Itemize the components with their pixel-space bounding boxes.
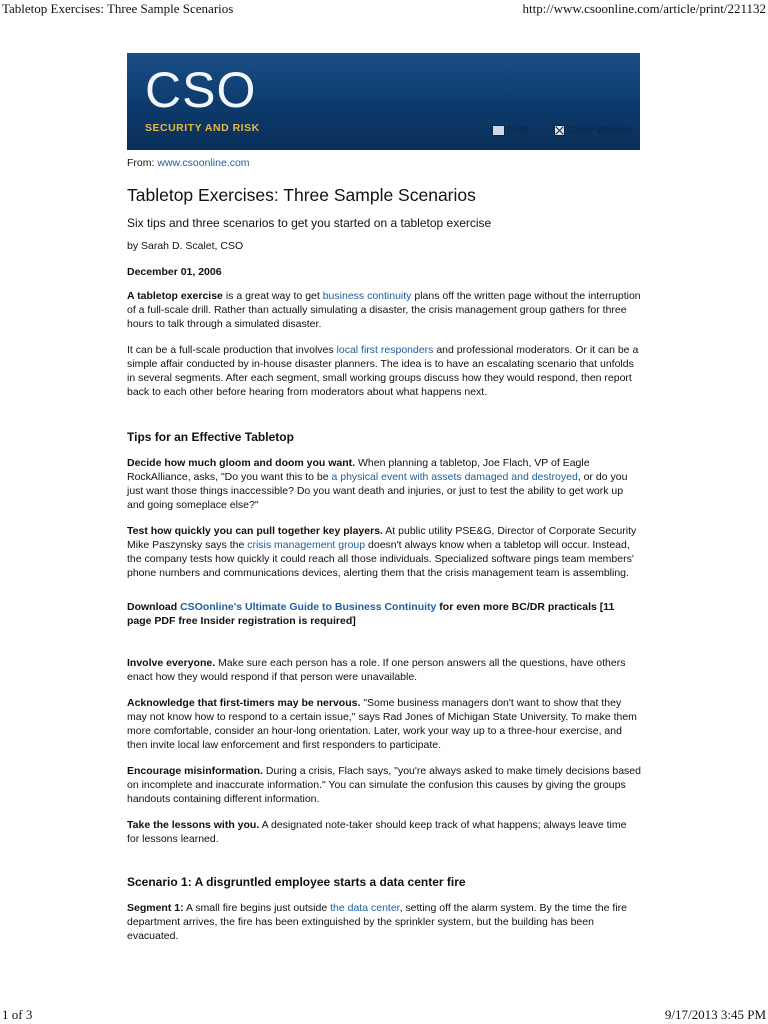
print-button[interactable] xyxy=(492,125,529,136)
tip-nervous-text: "Some business managers don't want to show that they may not know how to respond to a certain issue," says Rad Jones of Michigan State University. To make them more comfortable, consider an hour-long orientation. Later, work your way up to a three-hour exercise, and then invite local law enforcement and first responders to participate. xyxy=(127,697,637,751)
download-text-b: for even more BC/DR practicals [11 page PDF free Insider registration is required] xyxy=(127,601,615,627)
tip-key-players-lead: Test how quickly you can pull together key players. xyxy=(127,525,383,537)
download-text-a: Download xyxy=(127,601,181,613)
tip-nervous xyxy=(127,696,641,752)
production-text-a: It can be a full-scale production that involves xyxy=(127,344,337,356)
tip-gloom xyxy=(127,456,641,512)
tip-misinformation xyxy=(127,764,641,806)
data-center-link[interactable]: the data center xyxy=(330,902,400,914)
tip-gloom-text-a: When planning a tabletop, Joe Flach, VP of Eagle RockAlliance, asks, "Do you want this to be xyxy=(127,457,590,483)
intro-text-b: plans off the written page without the interruption of a full-scale drill. Rather than actually simulating a disaster, the crisis management group gathers for three hours to talk through a simulated disaster. xyxy=(127,290,641,330)
close-icon xyxy=(554,125,565,136)
production-text-b: and professional moderators. Or it can be a simple affair conducted by in-house disaster planners. The idea is to have an escalating scenario that unfolds in several segments. After each segment, small working groups discuss how they would respond, then report back to each other before hearing from moderators about what happens next. xyxy=(127,344,639,398)
tips-heading: Tips for an Effective Tabletop xyxy=(127,430,294,444)
print-url: http://www.csoonline.com/article/print/221132 xyxy=(522,1,766,16)
article-date: December 01, 2006 xyxy=(127,266,222,278)
article xyxy=(127,156,641,955)
article-title: Tabletop Exercises: Three Sample Scenarios xyxy=(127,185,476,205)
business-continuity-link[interactable]: business continuity xyxy=(322,290,412,302)
physical-event-link[interactable]: a physical event with assets damaged and destroyed xyxy=(331,471,578,483)
tip-gloom-text-b: , or do you just want those things inaccessible? Do you want death and injuries, or just to test the ability to get work up and going someplace else?" xyxy=(127,471,628,511)
print-header xyxy=(0,0,768,18)
ultimate-guide-link[interactable]: CSOonline's Ultimate Guide to Business Continuity xyxy=(180,601,437,613)
cso-logo: CSO xyxy=(145,62,257,118)
source-line xyxy=(127,156,641,170)
tip-involve xyxy=(127,656,641,684)
intro-text-a: is a great way to get xyxy=(222,290,323,302)
tip-lessons-lead: Take the lessons with you. xyxy=(127,819,260,831)
tip-gloom-lead: Decide how much gloom and doom you want. xyxy=(127,457,356,469)
paragraph-intro xyxy=(127,289,641,331)
intro-lead: A tabletop exercise xyxy=(127,290,223,302)
close-window-label: Close Window xyxy=(568,125,632,136)
printer-icon xyxy=(492,125,505,136)
crisis-management-group-link[interactable]: crisis management group xyxy=(247,539,366,551)
segment-1-text-b: , setting off the alarm system. By the time the fire department arrives, the fire has been extinguished by the sprinkler system, but the building has been evacuated. xyxy=(127,902,627,942)
from-label: From: xyxy=(127,157,158,169)
banner-tools xyxy=(492,125,632,136)
tip-misinformation-text: During a crisis, Flach says, "you're always asked to make timely decisions based on incomplete and inaccurate information." You can simulate the confusion this causes by giving the groups handouts containing different information. xyxy=(127,765,641,805)
print-label: Print xyxy=(507,125,529,136)
print-page-title: Tabletop Exercises: Three Sample Scenarios xyxy=(2,1,234,16)
local-first-responders-link[interactable]: local first responders xyxy=(336,344,434,356)
scenario-1-heading: Scenario 1: A disgruntled employee starts a data center fire xyxy=(127,875,466,889)
print-page-number: 1 of 3 xyxy=(2,1007,33,1022)
segment-1-text-a: A small fire begins just outside xyxy=(183,902,331,914)
scenario-1-segment-1 xyxy=(127,901,641,943)
cso-tagline: SECURITY AND RISK xyxy=(145,122,260,134)
tip-misinformation-lead: Encourage misinformation. xyxy=(127,765,263,777)
cso-banner xyxy=(127,53,640,150)
tip-lessons xyxy=(127,818,641,846)
article-subtitle: Six tips and three scenarios to get you started on a tabletop exercise xyxy=(127,216,492,230)
tip-nervous-lead: Acknowledge that first-timers may be nervous. xyxy=(127,697,361,709)
tip-key-players-text-a: At public utility PSE&G, Director of Corporate Security Mike Paszynsky says the xyxy=(127,525,637,551)
print-footer xyxy=(0,1006,768,1024)
source-link[interactable]: www.csoonline.com xyxy=(157,157,250,169)
print-timestamp: 9/17/2013 3:45 PM xyxy=(664,1007,766,1022)
paragraph-production xyxy=(127,343,641,399)
close-window-button[interactable] xyxy=(554,125,632,136)
tip-key-players xyxy=(127,524,641,580)
tip-involve-lead: Involve everyone. xyxy=(127,657,216,669)
tip-involve-text: Make sure each person has a role. If one person answers all the questions, have others enact how they would respond if that person were unavailable. xyxy=(127,657,626,683)
download-callout xyxy=(127,600,641,628)
article-byline: by Sarah D. Scalet, CSO xyxy=(127,240,244,252)
tip-key-players-text-b: doesn't always know when a tabletop will occur. Instead, the company tests how quickly it could reach all those individuals. Specialized software pings team members' phone numbers and communications devices, alerting them that the crisis management team is assembling. xyxy=(127,539,634,579)
segment-1-lead: Segment 1: xyxy=(127,902,184,914)
tip-lessons-text: A designated note-taker should keep track of what happens; always leave time for lessons learned. xyxy=(127,819,627,845)
